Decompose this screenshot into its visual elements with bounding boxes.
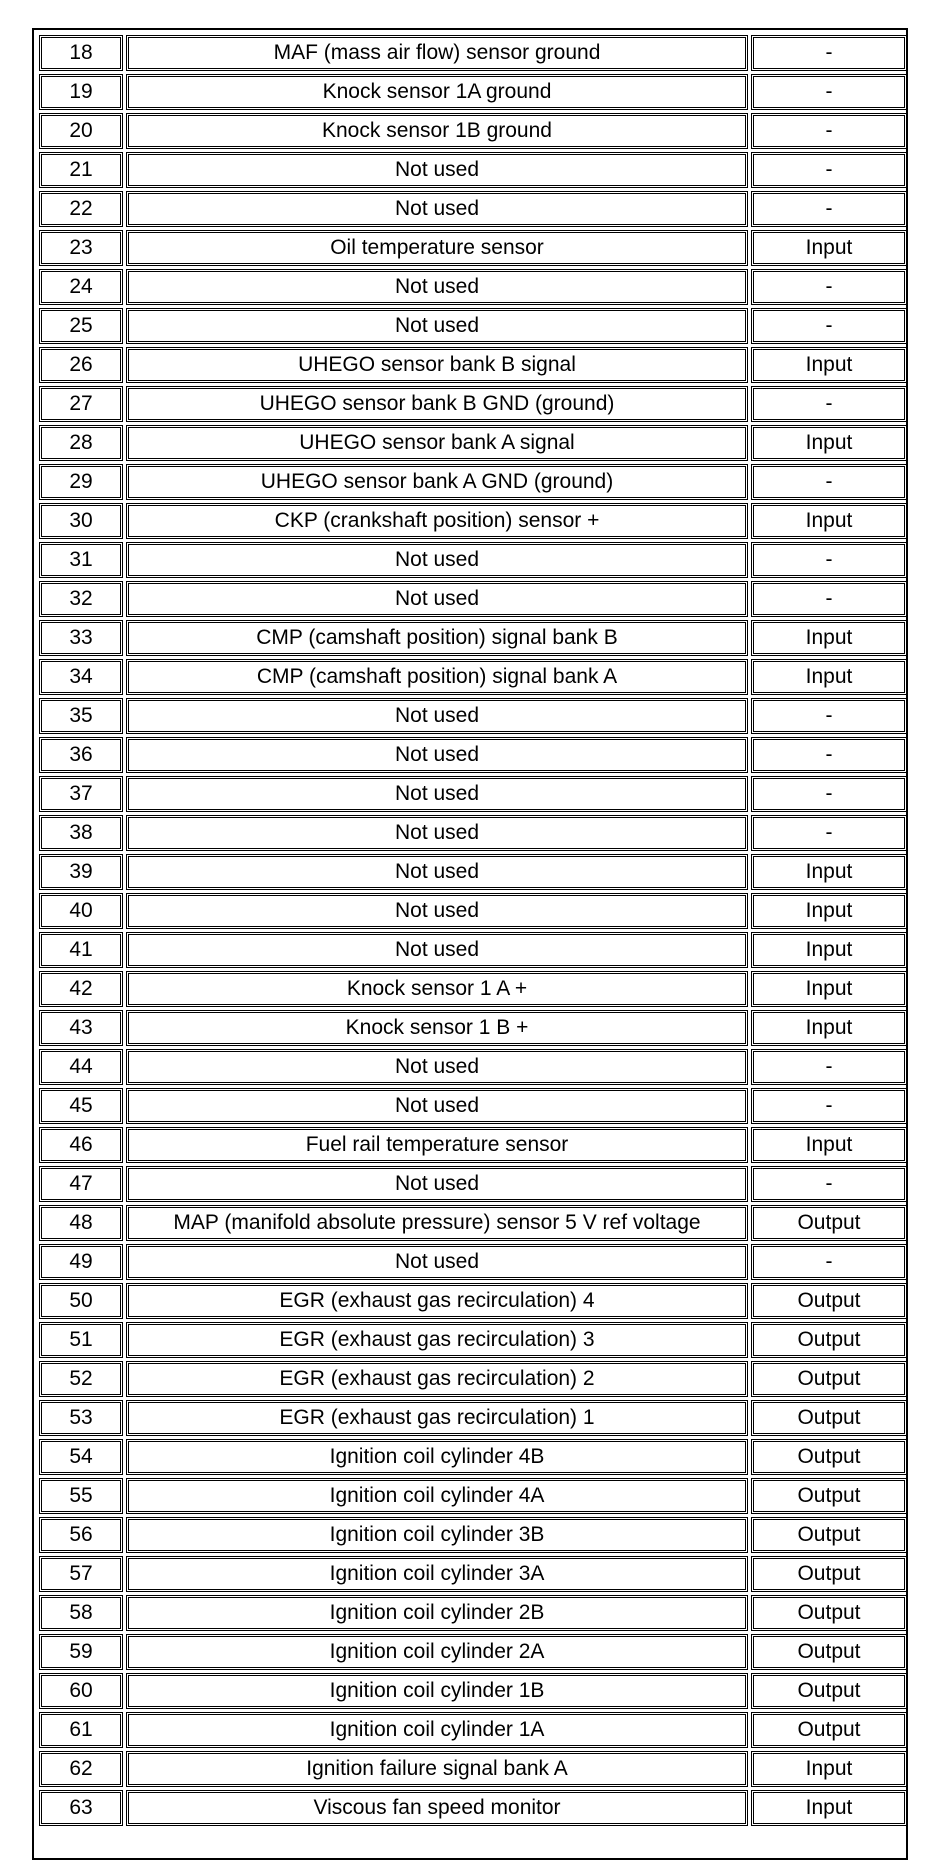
signal-type-cell: Output	[751, 1400, 907, 1436]
signal-type-cell: Output	[751, 1712, 907, 1748]
signal-type-cell: -	[751, 191, 907, 227]
pin-number-cell: 24	[39, 269, 123, 305]
pin-number-cell: 57	[39, 1556, 123, 1592]
table-row	[39, 1673, 907, 1709]
pin-description-cell: Not used	[126, 152, 748, 188]
table-row	[39, 1400, 907, 1436]
pin-description-cell: CKP (crankshaft position) sensor +	[126, 503, 748, 539]
signal-type-cell: -	[751, 1166, 907, 1202]
signal-type-cell: Input	[751, 620, 907, 656]
pin-description-cell: Not used	[126, 308, 748, 344]
pin-description-cell: Ignition coil cylinder 4A	[126, 1478, 748, 1514]
pin-description-cell: Knock sensor 1 B +	[126, 1010, 748, 1046]
signal-type-cell: Input	[751, 1790, 907, 1826]
pin-number-cell: 63	[39, 1790, 123, 1826]
signal-type-cell: Input	[751, 347, 907, 383]
table-row	[39, 1088, 907, 1124]
signal-type-cell: -	[751, 152, 907, 188]
table-row	[39, 1517, 907, 1553]
pin-description-cell: Not used	[126, 776, 748, 812]
pin-description-cell: Viscous fan speed monitor	[126, 1790, 748, 1826]
pin-number-cell: 59	[39, 1634, 123, 1670]
signal-type-cell: Output	[751, 1205, 907, 1241]
table-row	[39, 113, 907, 149]
table-row	[39, 971, 907, 1007]
table-row	[39, 1049, 907, 1085]
table-row	[39, 425, 907, 461]
pin-description-cell: EGR (exhaust gas recirculation) 3	[126, 1322, 748, 1358]
pin-number-cell: 23	[39, 230, 123, 266]
pin-description-cell: Ignition coil cylinder 3B	[126, 1517, 748, 1553]
signal-type-cell: Input	[751, 1127, 907, 1163]
pin-number-cell: 36	[39, 737, 123, 773]
signal-type-cell: -	[751, 386, 907, 422]
signal-type-cell: Output	[751, 1361, 907, 1397]
signal-type-cell: Output	[751, 1439, 907, 1475]
signal-type-cell: Output	[751, 1283, 907, 1319]
pin-number-cell: 25	[39, 308, 123, 344]
pin-number-cell: 60	[39, 1673, 123, 1709]
signal-type-cell: -	[751, 1244, 907, 1280]
signal-type-cell: -	[751, 74, 907, 110]
table-row	[39, 230, 907, 266]
signal-type-cell: Input	[751, 893, 907, 929]
signal-type-cell: Input	[751, 1751, 907, 1787]
table-row	[39, 269, 907, 305]
pin-description-cell: Ignition coil cylinder 1B	[126, 1673, 748, 1709]
pin-number-cell: 33	[39, 620, 123, 656]
pin-number-cell: 20	[39, 113, 123, 149]
table-row	[39, 737, 907, 773]
pin-number-cell: 34	[39, 659, 123, 695]
pin-number-cell: 50	[39, 1283, 123, 1319]
pinout-table	[36, 32, 910, 1829]
pin-number-cell: 30	[39, 503, 123, 539]
pin-description-cell: Oil temperature sensor	[126, 230, 748, 266]
pin-description-cell: Ignition coil cylinder 1A	[126, 1712, 748, 1748]
pin-number-cell: 29	[39, 464, 123, 500]
pin-description-cell: MAF (mass air flow) sensor ground	[126, 35, 748, 71]
pin-number-cell: 47	[39, 1166, 123, 1202]
pin-description-cell: Not used	[126, 269, 748, 305]
pin-number-cell: 43	[39, 1010, 123, 1046]
signal-type-cell: -	[751, 776, 907, 812]
pin-number-cell: 22	[39, 191, 123, 227]
pin-number-cell: 26	[39, 347, 123, 383]
signal-type-cell: -	[751, 1088, 907, 1124]
table-row	[39, 932, 907, 968]
table-row	[39, 659, 907, 695]
signal-type-cell: Output	[751, 1673, 907, 1709]
pin-description-cell: Not used	[126, 932, 748, 968]
table-row	[39, 542, 907, 578]
signal-type-cell: -	[751, 35, 907, 71]
table-row	[39, 386, 907, 422]
pin-description-cell: Ignition coil cylinder 3A	[126, 1556, 748, 1592]
table-row	[39, 893, 907, 929]
pin-description-cell: Not used	[126, 191, 748, 227]
pin-description-cell: Not used	[126, 1244, 748, 1280]
pin-description-cell: UHEGO sensor bank A GND (ground)	[126, 464, 748, 500]
table-row	[39, 1244, 907, 1280]
signal-type-cell: Output	[751, 1322, 907, 1358]
pin-number-cell: 27	[39, 386, 123, 422]
pin-number-cell: 58	[39, 1595, 123, 1631]
signal-type-cell: Output	[751, 1595, 907, 1631]
pin-description-cell: Not used	[126, 1049, 748, 1085]
signal-type-cell: -	[751, 737, 907, 773]
pin-number-cell: 32	[39, 581, 123, 617]
signal-type-cell: -	[751, 581, 907, 617]
pin-number-cell: 18	[39, 35, 123, 71]
pin-number-cell: 28	[39, 425, 123, 461]
pin-description-cell: Not used	[126, 815, 748, 851]
pin-number-cell: 44	[39, 1049, 123, 1085]
table-row	[39, 308, 907, 344]
pin-number-cell: 31	[39, 542, 123, 578]
pin-number-cell: 49	[39, 1244, 123, 1280]
pin-number-cell: 42	[39, 971, 123, 1007]
pin-description-cell: CMP (camshaft position) signal bank B	[126, 620, 748, 656]
pin-description-cell: Fuel rail temperature sensor	[126, 1127, 748, 1163]
table-row	[39, 347, 907, 383]
table-row	[39, 1010, 907, 1046]
signal-type-cell: -	[751, 113, 907, 149]
pin-number-cell: 39	[39, 854, 123, 890]
pin-number-cell: 37	[39, 776, 123, 812]
pin-number-cell: 56	[39, 1517, 123, 1553]
signal-type-cell: Output	[751, 1556, 907, 1592]
pin-number-cell: 35	[39, 698, 123, 734]
pin-description-cell: Not used	[126, 737, 748, 773]
table-row	[39, 1127, 907, 1163]
pin-description-cell: Knock sensor 1 A +	[126, 971, 748, 1007]
pin-description-cell: EGR (exhaust gas recirculation) 1	[126, 1400, 748, 1436]
table-row	[39, 1205, 907, 1241]
table-row	[39, 776, 907, 812]
table-row	[39, 1478, 907, 1514]
signal-type-cell: Input	[751, 659, 907, 695]
pin-number-cell: 46	[39, 1127, 123, 1163]
pin-description-cell: UHEGO sensor bank B signal	[126, 347, 748, 383]
table-row	[39, 1556, 907, 1592]
pin-description-cell: Ignition failure signal bank A	[126, 1751, 748, 1787]
signal-type-cell: -	[751, 815, 907, 851]
table-row	[39, 698, 907, 734]
pin-description-cell: Not used	[126, 1088, 748, 1124]
pin-description-cell: Not used	[126, 893, 748, 929]
signal-type-cell: Output	[751, 1478, 907, 1514]
pin-number-cell: 40	[39, 893, 123, 929]
pin-description-cell: Not used	[126, 542, 748, 578]
pin-description-cell: EGR (exhaust gas recirculation) 4	[126, 1283, 748, 1319]
table-row	[39, 1790, 907, 1826]
table-row	[39, 620, 907, 656]
signal-type-cell: Input	[751, 230, 907, 266]
signal-type-cell: -	[751, 542, 907, 578]
table-row	[39, 152, 907, 188]
pin-description-cell: Ignition coil cylinder 4B	[126, 1439, 748, 1475]
table-row	[39, 1361, 907, 1397]
signal-type-cell: -	[751, 269, 907, 305]
pin-description-cell: MAP (manifold absolute pressure) sensor 5 V ref voltage	[126, 1205, 748, 1241]
pin-number-cell: 21	[39, 152, 123, 188]
pin-number-cell: 51	[39, 1322, 123, 1358]
table-row	[39, 1595, 907, 1631]
pin-number-cell: 41	[39, 932, 123, 968]
signal-type-cell: -	[751, 698, 907, 734]
pin-number-cell: 55	[39, 1478, 123, 1514]
table-row	[39, 1166, 907, 1202]
table-row	[39, 35, 907, 71]
pin-description-cell: UHEGO sensor bank B GND (ground)	[126, 386, 748, 422]
pin-description-cell: UHEGO sensor bank A signal	[126, 425, 748, 461]
signal-type-cell: -	[751, 308, 907, 344]
pin-description-cell: Ignition coil cylinder 2A	[126, 1634, 748, 1670]
pin-number-cell: 45	[39, 1088, 123, 1124]
pin-description-cell: Knock sensor 1A ground	[126, 74, 748, 110]
table-row	[39, 1322, 907, 1358]
signal-type-cell: Input	[751, 971, 907, 1007]
pin-description-cell: EGR (exhaust gas recirculation) 2	[126, 1361, 748, 1397]
table-row	[39, 581, 907, 617]
signal-type-cell: Input	[751, 425, 907, 461]
signal-type-cell: Input	[751, 854, 907, 890]
signal-type-cell: Input	[751, 503, 907, 539]
pin-number-cell: 54	[39, 1439, 123, 1475]
pin-number-cell: 61	[39, 1712, 123, 1748]
signal-type-cell: Input	[751, 932, 907, 968]
table-row	[39, 464, 907, 500]
table-row	[39, 854, 907, 890]
pin-description-cell: Knock sensor 1B ground	[126, 113, 748, 149]
signal-type-cell: -	[751, 464, 907, 500]
signal-type-cell: Output	[751, 1634, 907, 1670]
table-row	[39, 1439, 907, 1475]
pin-description-cell: Not used	[126, 581, 748, 617]
pin-description-cell: Not used	[126, 854, 748, 890]
pin-number-cell: 62	[39, 1751, 123, 1787]
pin-description-cell: Not used	[126, 1166, 748, 1202]
table-row	[39, 1283, 907, 1319]
table-row	[39, 815, 907, 851]
pin-number-cell: 48	[39, 1205, 123, 1241]
signal-type-cell: Output	[751, 1517, 907, 1553]
pin-description-cell: CMP (camshaft position) signal bank A	[126, 659, 748, 695]
table-row	[39, 503, 907, 539]
pin-description-cell: Not used	[126, 698, 748, 734]
table-row	[39, 1634, 907, 1670]
pinout-table-body	[39, 35, 907, 1826]
table-row	[39, 1712, 907, 1748]
signal-type-cell: -	[751, 1049, 907, 1085]
pin-number-cell: 38	[39, 815, 123, 851]
table-row	[39, 191, 907, 227]
pinout-table-frame	[32, 28, 908, 1860]
pin-number-cell: 53	[39, 1400, 123, 1436]
table-row	[39, 74, 907, 110]
pin-description-cell: Ignition coil cylinder 2B	[126, 1595, 748, 1631]
table-row	[39, 1751, 907, 1787]
pin-number-cell: 19	[39, 74, 123, 110]
pin-number-cell: 52	[39, 1361, 123, 1397]
signal-type-cell: Input	[751, 1010, 907, 1046]
